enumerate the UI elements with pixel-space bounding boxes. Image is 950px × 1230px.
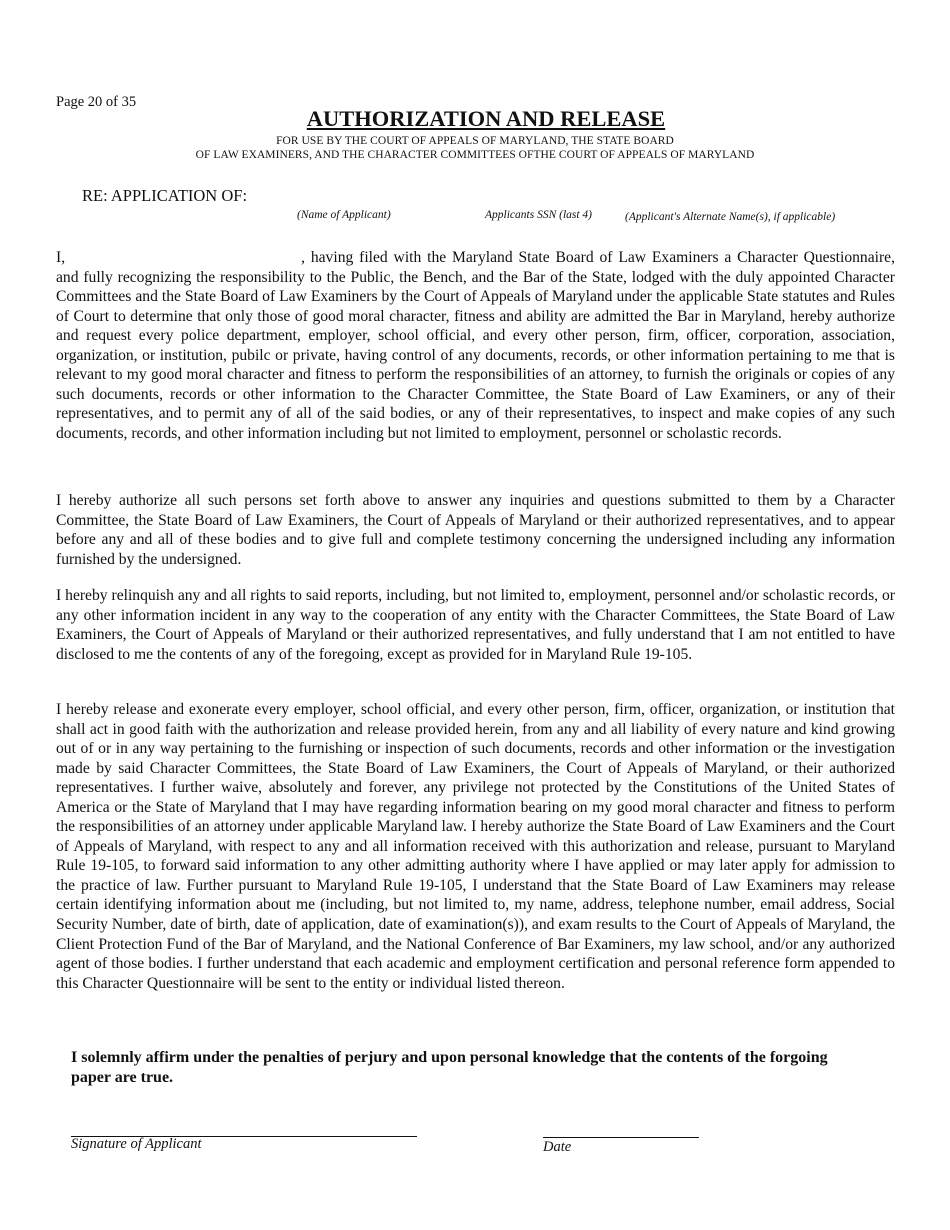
document-subtitle-line-1: FOR USE BY THE COURT OF APPEALS OF MARYLAND, THE STATE BOARD (276, 135, 674, 147)
page-number: Page 20 of 35 (56, 94, 137, 110)
relinquish-rights-paragraph: I hereby relinquish any and all rights to said reports, including, but not limited to, employment, personnel and/or scholastic records, or any other information incident in any way to the cooperation of any entity with the Character Committees, the State Board of Law Examiners, the Court of Appeals of Maryland or their authorized representatives, and fully understand that I am not entitled to have disclosed to me the contents of any of the foregoing, except as provided for in Maryland Rule 19-105. (56, 587, 895, 663)
applicant-alternate-name-caption: (Applicant's Alternate Name(s), if applicable) (625, 211, 836, 223)
document-title: AUTHORIZATION AND RELEASE (306, 106, 666, 131)
application-label: RE: APPLICATION OF: (82, 186, 248, 205)
testimony-paragraph: I hereby authorize all such persons set forth above to answer any inquiries and questions submitted to them by a Character Committee, the State Board of Law Examiners, the Court of Appeals of Maryland or their authorized representatives, and to appear before any and all of these bodies and to give full and complete testimony concerning the undersigned including any information furnished by the undersigned. (56, 492, 895, 568)
date-caption: Date (543, 1139, 572, 1155)
document-subtitle-line-2: OF LAW EXAMINERS, AND THE CHARACTER COMMITTEES OFTHE COURT OF APPEALS OF MARYLAND (195, 149, 755, 161)
perjury-affirmation: I solemnly affirm under the penalties of perjury and upon personal knowledge that the contents of the forgoing paper are true. (71, 1049, 828, 1086)
date-line (543, 1137, 699, 1138)
paragraph-lead: I, (56, 249, 66, 266)
signature-caption: Signature of Applicant (71, 1136, 202, 1152)
authorization-paragraph (56, 248, 895, 443)
release-paragraph: I hereby release and exonerate every employer, school official, and every other person, firm, officer, organization, or institution that shall act in good faith with the authorization and release provided herein, from any and all liability of every nature and kind growing out of or in any way pertaining to the furnishing or inspection of such documents, records and other information or the investigation made by said Character Committees, the State Board of Law Examiners, the Court of Appeals of Maryland, or their authorized representatives. I further waive, absolutely and forever, any privilege not protected by the Constitutions of the United States of America or the State of Maryland that I may have regarding information bearing on my good moral character and fitness to perform the responsibilities of an attorney under applicable Maryland law. I hereby authorize the State Board of Law Examiners and the Court of Appeals of Maryland, with respect to any and all information received with this authorization and release, pursuant to Maryland Rule 19-105, to forward said information to any other admitting authority where I have applied or may later apply for admission to the practice of law. Further pursuant to Maryland Rule 19-105, I understand that the State Board of Law Examiners may release certain identifying information about me (including, but not limited to, my name, address, telephone number, email address, Social Security Number, date of birth, date of application, date of examination(s)), and exam results to the Court of Appeals of Maryland, the Client Protection Fund of the Bar of Maryland, and the National Conference of Bar Examiners, my law school, and/or any authorized agent of those bodies. I further understand that each academic and employment certification and personal reference form appended to this Character Questionnaire will be sent to the entity or individual listed thereon. (56, 701, 895, 992)
applicant-name-caption: (Name of Applicant) (297, 209, 391, 221)
applicant-ssn-caption: Applicants SSN (last 4) (485, 209, 593, 221)
paragraph-body: , having filed with the Maryland State Board of Law Examiners a Character Questionnaire, and fully recognizing the responsibility to the Public, the Bench, and the Bar of the State, lodged with the duly appointed Character Committees and the State Board of Law Examiners by the Court of Appeals of Maryland under the applicable State statutes and Rules of Court to determine that only those of good moral character, fitness and ability are admitted the Bar in Maryland, hereby authorize and request every police department, employer, school official, and every other person, firm, officer, corporation, association, organization, or institution, pubilc or private, having control of any documents, records, or other information pertaining to me that is relevant to my good moral character and fitness to perform the responsibilities of an attorney, to furnish the originals or copies of any such documents, records or other information to the Character Committee, the State Board of Law Examiners, or any of their representatives, and to permit any of all of the said bodies, or any of their representatives, to inspect and make copies of any such documents, records, and other information including but not limited to employment, personnel or scholastic records. (56, 249, 895, 442)
